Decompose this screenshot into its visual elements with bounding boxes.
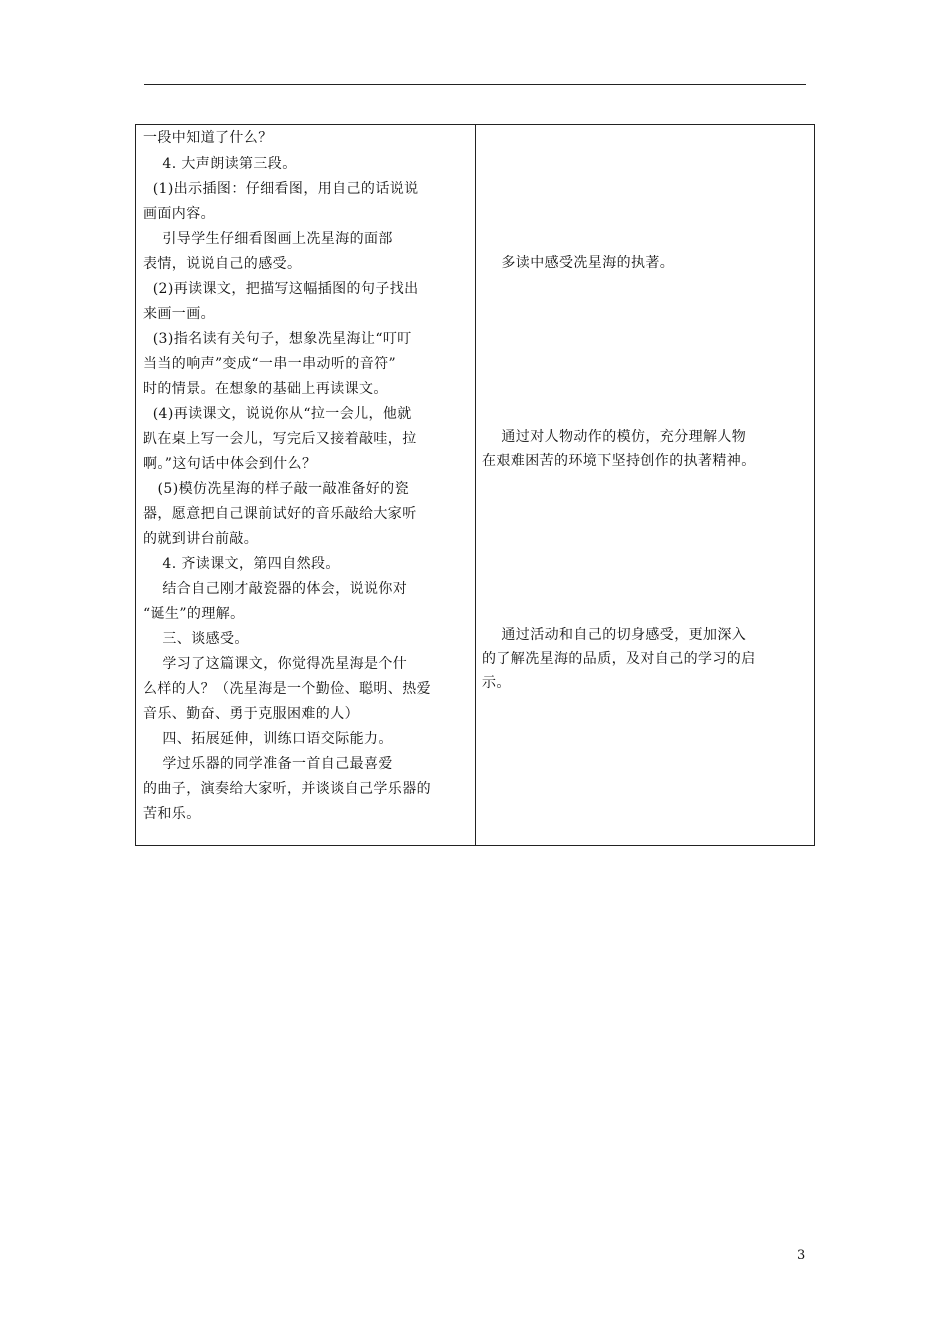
process-line: 啊。”这句话中体会到什么？ [143, 456, 317, 472]
note-line: 多读中感受冼星海的执著。 [482, 255, 675, 271]
page-number: 3 [797, 1248, 806, 1263]
process-line: 来画一画。 [143, 306, 215, 322]
process-line: 趴在桌上写一会儿，写完后又接着敲哇，拉 [143, 431, 417, 447]
process-line: 三、谈感受。 [143, 631, 249, 647]
column-divider [475, 125, 476, 845]
process-line: “诞生”的理解。 [143, 606, 245, 622]
header-rule [144, 84, 806, 85]
process-line: 结合自己刚才敲瓷器的体会，说说你对 [143, 581, 408, 597]
process-line: 学过乐器的同学准备一首自己最喜爱 [143, 756, 393, 772]
process-line: 苦和乐。 [143, 806, 201, 822]
design-intent-note [482, 425, 812, 473]
process-line: 时的情景。在想象的基础上再读课文。 [143, 381, 388, 397]
note-line: 通过活动和自己的切身感受，更加深入 [482, 627, 747, 643]
process-line: 4. 齐读课文，第四自然段。 [143, 556, 340, 572]
process-line: (3)指名读有关句子，想象冼星海让“叮叮 [143, 331, 412, 347]
process-line: 学习了这篇课文，你觉得冼星海是个什 [143, 656, 408, 672]
process-line: 一段中知道了什么？ [143, 130, 273, 146]
note-line: 示。 [482, 675, 511, 691]
process-line: (5)模仿冼星海的样子敲一敲准备好的瓷 [143, 481, 409, 497]
note-line: 通过对人物动作的模仿，充分理解人物 [482, 429, 747, 445]
process-line: (4)再读课文，说说你从“拉一会儿，他就 [143, 406, 412, 422]
process-line: 音乐、勤奋、勇于克服困难的人） [143, 706, 359, 722]
process-line: 器，愿意把自己课前试好的音乐敲给大家听 [143, 506, 417, 522]
process-line: 么样的人？（冼星海是一个勤俭、聪明、热爱 [143, 681, 431, 697]
note-line: 在艰难困苦的环境下坚持创作的执著精神。 [482, 453, 756, 469]
note-line: 的了解冼星海的品质，及对自己的学习的启 [482, 651, 756, 667]
process-line: 表情，说说自己的感受。 [143, 256, 302, 272]
process-line: (2)再读课文，把描写这幅插图的句子找出 [143, 281, 419, 297]
process-line: 的就到讲台前敲。 [143, 531, 259, 547]
process-line: 引导学生仔细看图画上冼星海的面部 [143, 231, 393, 247]
design-intent-note [482, 251, 812, 275]
lesson-table [135, 124, 815, 846]
process-line: (1)出示插图：仔细看图，用自己的话说说 [143, 181, 419, 197]
design-intent-note [482, 623, 812, 695]
process-line: 四、拓展延伸，训练口语交际能力。 [143, 731, 393, 747]
process-line: 画面内容。 [143, 206, 215, 222]
process-line: 4. 大声朗读第三段。 [143, 156, 297, 172]
process-line: 当当的响声”变成“一串一串动听的音符” [143, 356, 397, 372]
process-line: 的曲子，演奏给大家听，并谈谈自己学乐器的 [143, 781, 431, 797]
